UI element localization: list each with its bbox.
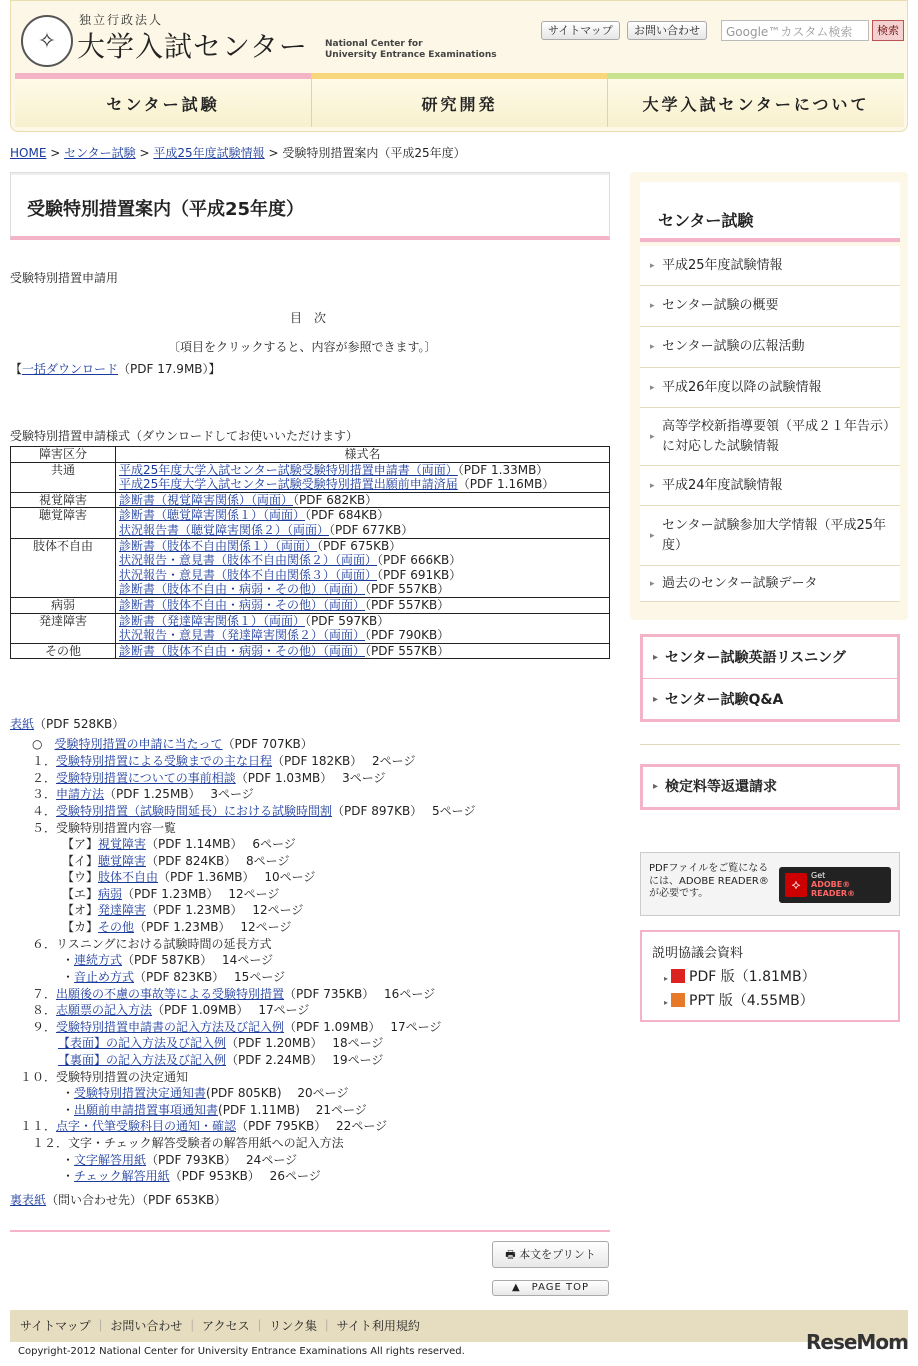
form-link[interactable]: 状況報告・意見書（肢体不自由関係３）（両面） bbox=[119, 567, 378, 582]
form-link[interactable]: 状況報告・意見書（発達障害関係２）（両面） bbox=[119, 628, 366, 643]
toc-suffix: （PDF 823KB） 15ページ bbox=[134, 970, 286, 984]
form-item bbox=[119, 463, 606, 478]
form-size: （PDF 597KB） bbox=[305, 613, 390, 628]
table-row bbox=[11, 508, 610, 538]
footer-sep: ｜ bbox=[249, 1319, 270, 1333]
form-item bbox=[119, 523, 606, 538]
briefing-ppt[interactable]: ▸ PPT 版（4.55MB） bbox=[664, 993, 814, 1009]
toc-prefix: ２． bbox=[32, 771, 57, 785]
toc-prefix: ６．リスニングにおける試験時間の延長方式 bbox=[32, 937, 272, 951]
toc-link[interactable]: 受験特別措置申請書の記入方法及び記入例 bbox=[56, 1020, 285, 1034]
nav-about[interactable]: 大学入試センターについて bbox=[608, 73, 904, 127]
form-link[interactable]: 平成25年度大学入試センター試験受験特別措置申請書（両面） bbox=[119, 462, 458, 477]
toc-prefix: １． bbox=[32, 754, 57, 768]
toc-suffix: （PDF 1.14MB） 6ページ bbox=[146, 837, 296, 851]
toc-link[interactable]: その他 bbox=[98, 920, 135, 934]
toc-item bbox=[32, 736, 313, 752]
toc-link[interactable]: 音止め方式 bbox=[74, 970, 135, 984]
toc-suffix: （PDF 182KB） 2ページ bbox=[272, 754, 416, 768]
table-category: 肢体不自由 bbox=[11, 538, 116, 597]
toc-link[interactable]: 肢体不自由 bbox=[98, 870, 159, 884]
form-item bbox=[119, 614, 606, 629]
toc-prefix: ９． bbox=[32, 1020, 57, 1034]
toc-item bbox=[32, 803, 475, 819]
toc-prefix: １２．文字・チェック解答受験者の解答用紙への記入方法 bbox=[32, 1136, 344, 1150]
toc-link[interactable]: 裏表紙 bbox=[10, 1193, 47, 1207]
breadcrumb-home[interactable]: HOME bbox=[10, 146, 47, 160]
form-link[interactable]: 診断書（聴覚障害関係１）（両面） bbox=[119, 508, 306, 523]
form-link[interactable]: 診断書（視覚障害関係）（両面） bbox=[119, 492, 294, 507]
toc-link[interactable]: 受験特別措置についての事前相談 bbox=[56, 771, 236, 785]
form-link[interactable]: 診断書（肢体不自由・病弱・その他）（両面） bbox=[119, 597, 366, 612]
toc-item bbox=[62, 1168, 321, 1184]
toc-prefix: 【カ】 bbox=[62, 920, 99, 934]
toc-item bbox=[62, 919, 291, 935]
toc-suffix: （PDF 897KB） 5ページ bbox=[332, 804, 476, 818]
toc-item bbox=[32, 1002, 309, 1018]
briefing-pdf[interactable]: ▸ PDF 版（1.81MB） bbox=[664, 969, 816, 985]
table-row bbox=[11, 613, 610, 643]
toc-heading: 目 次 bbox=[290, 311, 327, 325]
toc-item bbox=[62, 869, 315, 885]
toc-suffix: （PDF 2.24MB） 19ページ bbox=[226, 1053, 384, 1067]
get-adobe-reader-button[interactable]: ⟡ Get ADOBE® READER® bbox=[779, 867, 891, 903]
briefing-box bbox=[640, 930, 900, 1022]
form-item bbox=[119, 568, 606, 583]
toc-prefix: ・ bbox=[62, 970, 75, 984]
toc-prefix: 【オ】 bbox=[62, 903, 99, 917]
sidebar-link-refund[interactable]: ▸ 検定料等返還請求 bbox=[643, 767, 897, 807]
form-link[interactable]: 診断書（肢体不自由・病弱・その他）（両面） bbox=[119, 582, 366, 597]
toc-item bbox=[32, 936, 272, 952]
toc-prefix: １１． bbox=[20, 1119, 57, 1133]
org-type: 独立行政法人 bbox=[79, 13, 164, 27]
toc-link[interactable]: 発達障害 bbox=[98, 903, 147, 917]
toc-suffix: (PDF 1.11MB) 21ページ bbox=[218, 1103, 367, 1117]
sidebar-item[interactable] bbox=[640, 466, 900, 506]
toc-item bbox=[32, 770, 386, 786]
form-size: （PDF 682KB） bbox=[293, 492, 378, 507]
sidebar-item[interactable] bbox=[640, 506, 900, 566]
toc-suffix: （PDF 824KB） 8ページ bbox=[146, 854, 290, 868]
sidebar-item-label: ▸ 平成26年度以降の試験情報 bbox=[662, 379, 822, 395]
form-item bbox=[119, 539, 606, 554]
footer-sep: ｜ bbox=[90, 1319, 111, 1333]
toc-suffix: （問い合わせ先）（PDF 653KB） bbox=[46, 1193, 227, 1207]
form-item bbox=[119, 628, 606, 643]
toc-suffix: （PDF 1.23MB） 12ページ bbox=[146, 903, 304, 917]
toc-link[interactable]: 受験特別措置の申請に当たって bbox=[54, 737, 223, 751]
toc-suffix: （PDF 953KB） 26ページ bbox=[169, 1169, 321, 1183]
sidebar-item[interactable] bbox=[640, 368, 900, 408]
table-category: 聴覚障害 bbox=[11, 508, 116, 538]
toc-link[interactable]: 受験特別措置による受験までの主な日程 bbox=[56, 754, 273, 768]
form-size: （PDF 684KB） bbox=[305, 508, 390, 523]
table-header: 様式名 bbox=[116, 447, 610, 463]
divider bbox=[10, 1230, 610, 1232]
breadcrumb bbox=[10, 144, 466, 161]
toc-item bbox=[58, 1052, 383, 1068]
toc-prefix: ３． bbox=[32, 787, 57, 801]
form-size: （PDF 790KB） bbox=[365, 628, 450, 643]
sidebar-item[interactable] bbox=[640, 408, 900, 466]
form-link[interactable]: 診断書（肢体不自由・病弱・その他）（両面） bbox=[119, 643, 366, 658]
toc-item bbox=[32, 986, 435, 1002]
toc-prefix: ・ bbox=[62, 1153, 75, 1167]
form-item bbox=[119, 508, 606, 523]
table-row bbox=[11, 597, 610, 613]
table-forms bbox=[116, 613, 610, 643]
form-item bbox=[119, 493, 606, 508]
toc-item bbox=[20, 1118, 387, 1134]
breadcrumb-center-exam[interactable]: センター試験 bbox=[64, 146, 136, 160]
sidebar bbox=[630, 172, 908, 620]
toc-link[interactable]: 点字・代筆受験科目の通知・確認 bbox=[56, 1119, 237, 1133]
form-size: （PDF 691KB） bbox=[377, 567, 462, 582]
sidebar-item[interactable] bbox=[640, 286, 900, 327]
toc-suffix: （PDF 528KB） bbox=[34, 717, 125, 731]
adobe-note: PDFファイルをご覧になるには、ADOBE READER®が必要です。 bbox=[649, 863, 769, 899]
toc-item bbox=[62, 1102, 367, 1118]
logo-seal-icon[interactable]: ✧ bbox=[21, 15, 73, 67]
toc-prefix: 【イ】 bbox=[62, 854, 99, 868]
toc-suffix: （PDF 795KB） 22ページ bbox=[236, 1119, 388, 1133]
adobe-reader-box bbox=[640, 852, 900, 916]
watermark-logo: ReseMom bbox=[806, 1330, 908, 1354]
toc-prefix: ・ bbox=[62, 953, 75, 967]
table-forms bbox=[116, 508, 610, 538]
toc-item bbox=[62, 1085, 348, 1101]
footer-link[interactable]: サイト利用規約 bbox=[336, 1319, 420, 1333]
toc-item bbox=[20, 1069, 188, 1085]
toc-prefix: １０．受験特別措置の決定通知 bbox=[20, 1070, 189, 1084]
page-top-button[interactable]: ▲ PAGE TOP bbox=[492, 1280, 609, 1296]
toc-item bbox=[62, 952, 273, 968]
forms-table bbox=[10, 446, 610, 659]
toc-suffix: （PDF 1.23MB） 12ページ bbox=[134, 920, 292, 934]
form-size: （PDF 666KB） bbox=[377, 553, 462, 568]
toc-suffix: （PDF 1.20MB） 18ページ bbox=[226, 1036, 384, 1050]
footer-sep: ｜ bbox=[317, 1319, 337, 1333]
toc-link[interactable]: 申請方法 bbox=[56, 787, 105, 801]
org-name-en: National Center for University Entrance Examinations bbox=[325, 39, 497, 60]
toc-suffix: （PDF 707KB） bbox=[222, 737, 313, 751]
toc-item bbox=[62, 902, 303, 918]
table-forms bbox=[116, 643, 610, 659]
table-row bbox=[11, 462, 610, 492]
toc-prefix: ・ bbox=[62, 1169, 75, 1183]
toc-link[interactable]: 受験特別措置（試験時間延長）における試験時間割 bbox=[56, 804, 333, 818]
table-forms bbox=[116, 462, 610, 492]
search-button[interactable]: 検索 bbox=[872, 20, 904, 41]
toc-link[interactable]: 志願票の記入方法 bbox=[56, 1003, 153, 1017]
sidebar-link-listening[interactable]: ▸ センター試験英語リスニング bbox=[643, 637, 897, 679]
table-category: 視覚障害 bbox=[11, 492, 116, 508]
form-link[interactable]: 状況報告書（聴覚障害関係２）（両面） bbox=[119, 522, 330, 537]
printer-icon: 🖶 bbox=[505, 1248, 520, 1261]
form-size: （PDF 557KB） bbox=[365, 643, 450, 658]
form-item bbox=[119, 644, 606, 659]
toc-suffix: （PDF 587KB） 14ページ bbox=[122, 953, 274, 967]
sitemap-button[interactable]: サイトマップ bbox=[541, 21, 620, 40]
site-header bbox=[10, 0, 908, 132]
toc-item bbox=[32, 1135, 344, 1151]
form-item bbox=[119, 477, 606, 492]
toc-item bbox=[10, 716, 124, 732]
toc-suffix: (PDF 805KB) 20ページ bbox=[206, 1086, 349, 1100]
toc-link[interactable]: 【裏面】の記入方法及び記入例 bbox=[58, 1053, 227, 1067]
toc-suffix: （PDF 1.03MB） 3ページ bbox=[235, 771, 386, 785]
divider bbox=[640, 744, 900, 745]
toc-link[interactable]: 視覚障害 bbox=[98, 837, 147, 851]
form-link[interactable]: 平成25年度大学入試センター試験受験特別措置出願前申請済届 bbox=[119, 477, 458, 492]
form-size: （PDF 1.33MB） bbox=[457, 462, 549, 477]
toc-link[interactable]: 出願後の不慮の事故等による受験特別措置 bbox=[56, 987, 285, 1001]
toc-link[interactable]: チェック解答用紙 bbox=[74, 1169, 170, 1183]
toc-prefix: 【ウ】 bbox=[62, 870, 99, 884]
form-item bbox=[119, 598, 606, 613]
sidebar-item-label: ▸ 高等学校新指導要領（平成２１年告示）に対応した試験情報 bbox=[662, 418, 897, 454]
table-row bbox=[11, 492, 610, 508]
toc-prefix: ５．受験特別措置内容一覧 bbox=[32, 821, 177, 835]
table-category: その他 bbox=[11, 643, 116, 659]
pdf-icon bbox=[671, 969, 685, 983]
toc-suffix: （PDF 1.09MB） 17ページ bbox=[284, 1020, 442, 1034]
form-link[interactable]: 状況報告・意見書（肢体不自由関係２）（両面） bbox=[119, 553, 378, 568]
footer-link[interactable]: お問い合わせ bbox=[110, 1319, 183, 1333]
sidebar-item-label: ▸ センター試験の概要 bbox=[662, 298, 779, 313]
toc-link[interactable]: 文字解答用紙 bbox=[74, 1153, 147, 1167]
toc-prefix: 【ア】 bbox=[62, 837, 99, 851]
toc-item bbox=[32, 753, 415, 769]
toc-prefix: ７． bbox=[32, 987, 57, 1001]
toc-item bbox=[32, 786, 254, 802]
toc-prefix: ８． bbox=[32, 1003, 57, 1017]
copyright: Copyright-2012 National Center for University Entrance Examinations All rights reserved. bbox=[18, 1346, 465, 1357]
table-row bbox=[11, 643, 610, 659]
breadcrumb-sep: > bbox=[139, 146, 150, 160]
form-item bbox=[119, 582, 606, 597]
sidebar-link-qa[interactable]: ▸ センター試験Q&A bbox=[643, 679, 897, 721]
sidebar-pink-box bbox=[640, 634, 900, 722]
toc-suffix: （PDF 1.36MB） 10ページ bbox=[158, 870, 316, 884]
toc-prefix: ○ bbox=[32, 737, 55, 751]
toc-item bbox=[62, 836, 296, 852]
form-size: （PDF 677KB） bbox=[329, 522, 414, 537]
toc-suffix: （PDF 735KB） 16ページ bbox=[284, 987, 436, 1001]
toc-link[interactable]: 連続方式 bbox=[74, 953, 123, 967]
breadcrumb-h25[interactable]: 平成25年度試験情報 bbox=[153, 146, 265, 160]
breadcrumb-sep: > bbox=[50, 146, 61, 160]
search-input[interactable]: Google™カスタム検索 bbox=[721, 20, 869, 41]
bulk-download: 【一括ダウンロード（PDF 17.9MB）】 bbox=[10, 362, 221, 376]
sidebar-item-label: ▸ センター試験の広報活動 bbox=[662, 339, 805, 354]
sidebar-item[interactable] bbox=[640, 246, 900, 286]
footer-link[interactable]: サイトマップ bbox=[20, 1319, 91, 1333]
toc-prefix: ・ bbox=[62, 1086, 75, 1100]
table-row bbox=[11, 538, 610, 597]
section-label: 受験特別措置申請用 bbox=[10, 271, 119, 285]
footer-sep: ｜ bbox=[182, 1319, 202, 1333]
form-size: （PDF 557KB） bbox=[365, 582, 450, 597]
form-item bbox=[119, 553, 606, 568]
toc-item bbox=[10, 1192, 226, 1208]
print-button[interactable]: 🖶 本文をプリント bbox=[492, 1241, 609, 1268]
toc-suffix: （PDF 793KB） 24ページ bbox=[146, 1153, 298, 1167]
breadcrumb-sep: > bbox=[268, 146, 279, 160]
form-size: （PDF 675KB） bbox=[317, 538, 402, 553]
toc-link[interactable]: 病弱 bbox=[98, 887, 123, 901]
toc-link[interactable]: 受験特別措置決定通知書 bbox=[74, 1086, 207, 1100]
toc-prefix: ・ bbox=[62, 1103, 75, 1117]
sidebar-item-label: ▸ 平成25年度試験情報 bbox=[662, 257, 783, 273]
sidebar-item[interactable] bbox=[640, 327, 900, 368]
ppt-icon bbox=[671, 993, 685, 1007]
footer-nav bbox=[10, 1310, 908, 1342]
footer-link[interactable]: リンク集 bbox=[269, 1319, 318, 1333]
toc-item bbox=[62, 886, 279, 902]
toc-item bbox=[62, 853, 289, 869]
page-title-box bbox=[10, 172, 610, 240]
table-category: 共通 bbox=[11, 462, 116, 492]
sidebar-item[interactable] bbox=[640, 566, 900, 602]
form-size: （PDF 557KB） bbox=[365, 597, 450, 612]
toc-item bbox=[62, 969, 285, 985]
toc-prefix: ４． bbox=[32, 804, 57, 818]
form-size: （PDF 1.16MB） bbox=[457, 477, 555, 492]
table-forms bbox=[116, 492, 610, 508]
table-category: 病弱 bbox=[11, 597, 116, 613]
bulk-download-link[interactable]: 一括ダウンロード bbox=[22, 362, 119, 376]
sidebar-item-label: ▸ 平成24年度試験情報 bbox=[662, 477, 783, 493]
toc-item bbox=[32, 820, 176, 836]
toc-link[interactable]: 出願前申請措置事項通知書 bbox=[74, 1103, 219, 1117]
nav-research[interactable]: 研究開発 bbox=[312, 73, 608, 127]
sidebar-item-label: ▸ 過去のセンター試験データ bbox=[662, 575, 818, 591]
adobe-icon: ⟡ bbox=[785, 873, 807, 897]
toc-item bbox=[32, 1019, 441, 1035]
org-name-logo[interactable]: 大学入試センター bbox=[77, 30, 308, 63]
sidebar-refund-box bbox=[640, 764, 900, 810]
toc-suffix: （PDF 1.25MB） 3ページ bbox=[104, 787, 254, 801]
toc-prefix: 【エ】 bbox=[62, 887, 99, 901]
page-title: 受験特別措置案内（平成25年度） bbox=[27, 199, 305, 220]
table-forms bbox=[116, 538, 610, 597]
table-header: 障害区分 bbox=[11, 447, 116, 463]
toc-link[interactable]: 聴覚障害 bbox=[98, 854, 147, 868]
form-link[interactable]: 診断書（発達障害関係１）（両面） bbox=[119, 613, 306, 628]
breadcrumb-current: 受験特別措置案内（平成25年度） bbox=[282, 146, 466, 160]
toc-suffix: （PDF 1.23MB） 12ページ bbox=[122, 887, 280, 901]
toc-link[interactable]: 表紙 bbox=[10, 717, 35, 731]
toc-item bbox=[58, 1035, 383, 1051]
sidebar-title: センター試験 bbox=[640, 182, 900, 242]
table-category: 発達障害 bbox=[11, 613, 116, 643]
forms-caption: 受験特別措置申請様式（ダウンロードしてお使いいただけます） bbox=[10, 429, 359, 443]
briefing-title: 説明協議会資料 bbox=[652, 946, 744, 961]
footer-link[interactable]: アクセス bbox=[201, 1319, 250, 1333]
toc-note: 〔項目をクリックすると、内容が参照できます。〕 bbox=[168, 340, 437, 354]
toc-link[interactable]: 【表面】の記入方法及び記入例 bbox=[58, 1036, 227, 1050]
form-link[interactable]: 診断書（肢体不自由関係１）（両面） bbox=[119, 538, 318, 553]
table-forms bbox=[116, 597, 610, 613]
nav-center-exam[interactable]: センター試験 bbox=[15, 73, 312, 127]
sidebar-item-label: ▸ センター試験参加大学情報（平成25年度） bbox=[662, 517, 887, 553]
toc-item bbox=[62, 1152, 297, 1168]
toc-suffix: （PDF 1.09MB） 17ページ bbox=[152, 1003, 310, 1017]
contact-button[interactable]: お問い合わせ bbox=[627, 21, 707, 40]
